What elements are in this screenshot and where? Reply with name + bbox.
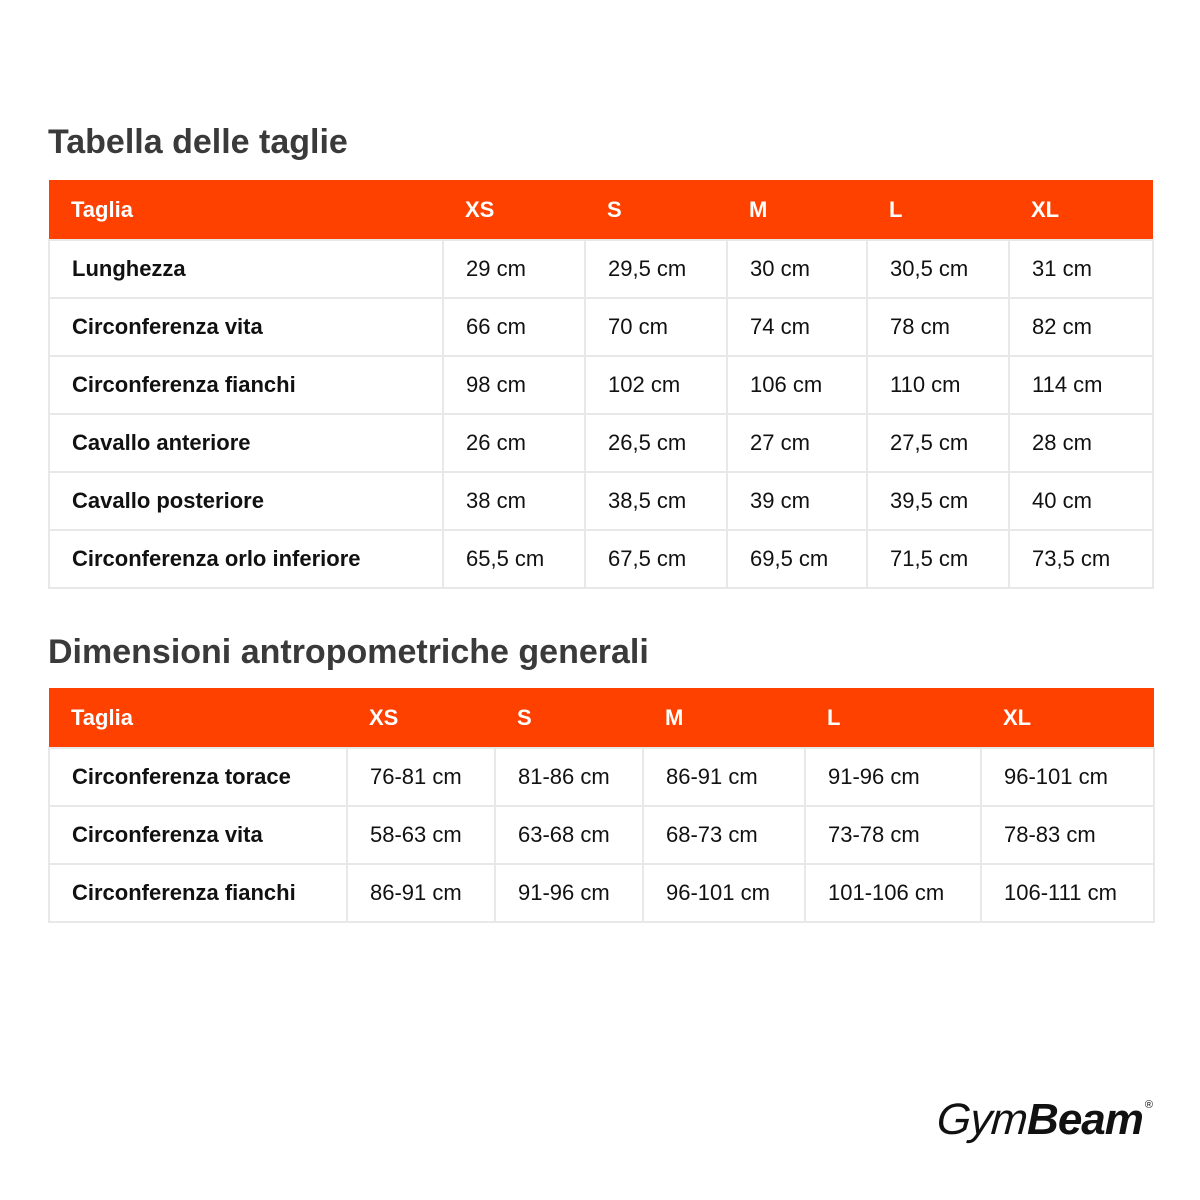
logo-text-light: Gym [935, 1095, 1029, 1144]
table-cell: 98 cm [443, 356, 585, 414]
table-cell: 63-68 cm [495, 806, 643, 864]
table-cell: 66 cm [443, 298, 585, 356]
table-cell: 91-96 cm [495, 864, 643, 922]
table-cell: 73,5 cm [1009, 530, 1153, 588]
table-cell: 78-83 cm [981, 806, 1154, 864]
table-row [49, 356, 1153, 414]
size-table-title: Tabella delle taglie [48, 123, 348, 161]
table-row [49, 864, 1154, 922]
table-cell: 86-91 cm [643, 748, 805, 806]
table-cell: 39,5 cm [867, 472, 1009, 530]
table-cell: 29,5 cm [585, 240, 727, 298]
header-size-xs: XS [347, 688, 495, 748]
table-cell: 38,5 cm [585, 472, 727, 530]
table-cell: 31 cm [1009, 240, 1153, 298]
table-row [49, 414, 1153, 472]
table-cell: 101-106 cm [805, 864, 981, 922]
table-cell: 96-101 cm [643, 864, 805, 922]
table-cell: 68-73 cm [643, 806, 805, 864]
row-label: Circonferenza torace [49, 748, 347, 806]
table-cell: 82 cm [1009, 298, 1153, 356]
table-cell: 71,5 cm [867, 530, 1009, 588]
row-label: Circonferenza orlo inferiore [49, 530, 443, 588]
table-row [49, 748, 1154, 806]
row-label: Lunghezza [49, 240, 443, 298]
table-cell: 38 cm [443, 472, 585, 530]
header-size-xl: XL [1009, 180, 1153, 240]
table-row [49, 806, 1154, 864]
table-cell: 86-91 cm [347, 864, 495, 922]
table-cell: 67,5 cm [585, 530, 727, 588]
size-table [48, 180, 1154, 589]
table-cell: 106 cm [727, 356, 867, 414]
table-cell: 26 cm [443, 414, 585, 472]
header-size-l: L [805, 688, 981, 748]
table-header-row [49, 180, 1153, 240]
table-cell: 27,5 cm [867, 414, 1009, 472]
header-size-s: S [495, 688, 643, 748]
table-cell: 39 cm [727, 472, 867, 530]
row-label: Circonferenza fianchi [49, 356, 443, 414]
table-row [49, 472, 1153, 530]
row-label: Cavallo anteriore [49, 414, 443, 472]
table-row [49, 530, 1153, 588]
row-label: Circonferenza vita [49, 806, 347, 864]
table-cell: 81-86 cm [495, 748, 643, 806]
header-size-xl: XL [981, 688, 1154, 748]
table-cell: 30 cm [727, 240, 867, 298]
table-cell: 114 cm [1009, 356, 1153, 414]
anthropometric-table-title: Dimensioni antropometriche generali [48, 633, 649, 671]
header-size-m: M [643, 688, 805, 748]
logo-text-bold: Beam [1027, 1095, 1143, 1144]
header-size-label: Taglia [49, 180, 443, 240]
table-cell: 110 cm [867, 356, 1009, 414]
table-cell: 29 cm [443, 240, 585, 298]
anthropometric-table [48, 688, 1155, 923]
table-cell: 70 cm [585, 298, 727, 356]
table-cell: 96-101 cm [981, 748, 1154, 806]
row-label: Cavallo posteriore [49, 472, 443, 530]
header-size-l: L [867, 180, 1009, 240]
header-size-xs: XS [443, 180, 585, 240]
table-cell: 69,5 cm [727, 530, 867, 588]
gymbeam-logo [935, 1095, 1152, 1144]
table-cell: 58-63 cm [347, 806, 495, 864]
header-size-s: S [585, 180, 727, 240]
row-label: Circonferenza vita [49, 298, 443, 356]
table-cell: 76-81 cm [347, 748, 495, 806]
table-cell: 106-111 cm [981, 864, 1154, 922]
table-row [49, 298, 1153, 356]
table-row [49, 240, 1153, 298]
table-cell: 91-96 cm [805, 748, 981, 806]
table-cell: 30,5 cm [867, 240, 1009, 298]
row-label: Circonferenza fianchi [49, 864, 347, 922]
table-cell: 27 cm [727, 414, 867, 472]
table-cell: 40 cm [1009, 472, 1153, 530]
table-cell: 65,5 cm [443, 530, 585, 588]
header-size-label: Taglia [49, 688, 347, 748]
table-cell: 78 cm [867, 298, 1009, 356]
table-cell: 102 cm [585, 356, 727, 414]
table-header-row [49, 688, 1154, 748]
table-cell: 74 cm [727, 298, 867, 356]
registered-mark: ® [1144, 1099, 1152, 1111]
table-cell: 28 cm [1009, 414, 1153, 472]
header-size-m: M [727, 180, 867, 240]
table-cell: 73-78 cm [805, 806, 981, 864]
table-cell: 26,5 cm [585, 414, 727, 472]
